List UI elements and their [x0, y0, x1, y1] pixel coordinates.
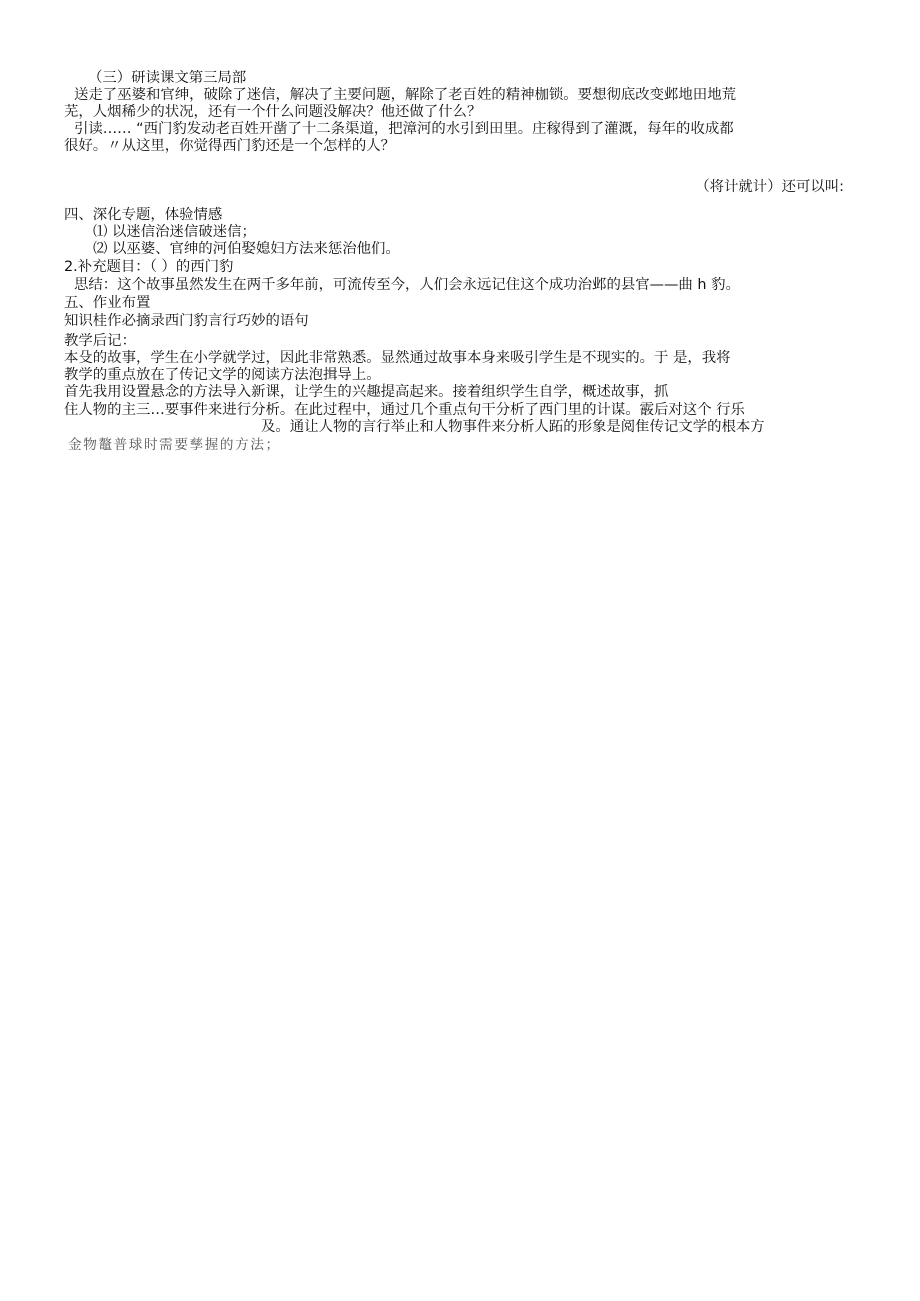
paragraph-line: 引读…… “西门豹发动老百姓开凿了十二条渠道，把漳河的水引到田里。庄稼得到了灌溉，每年的收成都 [74, 121, 734, 137]
paragraph-line: 首先我用设置悬念的方法导入新课，让学生的兴趣提高起来。接着组织学生自学，概述故事，抓 [64, 384, 669, 400]
paragraph-line: 思结：这个故事虽然发生在两千多年前，可流传至今，人们会永远记住这个成功治邺的县官——曲 h 豹。 [74, 277, 740, 293]
paragraph-line: 住人物的主三…要事件来进行分析。在此过程中，通过几个重点句干分析了西门里的计谋。霰后对这个 行乐 [64, 402, 745, 418]
list-item: ⑴ 以迷信治迷信破迷信； [93, 224, 256, 240]
paragraph-line: 知识桂作必摘录西门豹言行巧妙的语句 [64, 313, 309, 329]
section-4-heading: 四、深化专题，体验情感 [64, 207, 223, 223]
paragraph-line: 很好。〃从这里，你觉得西门豹还是一个怎样的人？ [64, 138, 395, 154]
paragraph-line: 送走了巫婆和官绅，破除了迷信，解决了主要问题，解除了老百姓的精神枷锁。要想彻底改变邺地田地荒 [74, 87, 736, 103]
paragraph-line: 2.补充题目：（ ）的西门豹 [64, 259, 234, 275]
section-3-heading: （三）研读课文第三局部 [88, 70, 247, 86]
paragraph-line: 本殳的故事，学生在小学就学过，因此非常熟悉。显然通过故事本身来吸引学生是不现实的。于 是，我将 [64, 350, 731, 366]
list-item: ⑵ 以巫婆、官绅的河伯娶媳妇方法来惩治他们。 [93, 241, 400, 257]
paragraph-line-faded: 金物鼇普球时需要孳握的方法； [68, 437, 281, 453]
paragraph-line: 及。通让人物的言行举止和人物事件来分析人跖的形象是阅隹传记文学的根本方 [261, 419, 765, 435]
paragraph-line: 芜，人烟稀少的状况，还有一个什么问题没解决？他还做了什么？ [64, 104, 482, 120]
paragraph-line: 教学的重点放在了传记文学的阅读方法泡揖导上。 [64, 367, 381, 383]
postscript-heading: 教学后记： [64, 333, 136, 349]
right-aligned-note: （将计就计）还可以叫: [695, 179, 844, 195]
section-5-heading: 五、作业布置 [64, 295, 151, 311]
